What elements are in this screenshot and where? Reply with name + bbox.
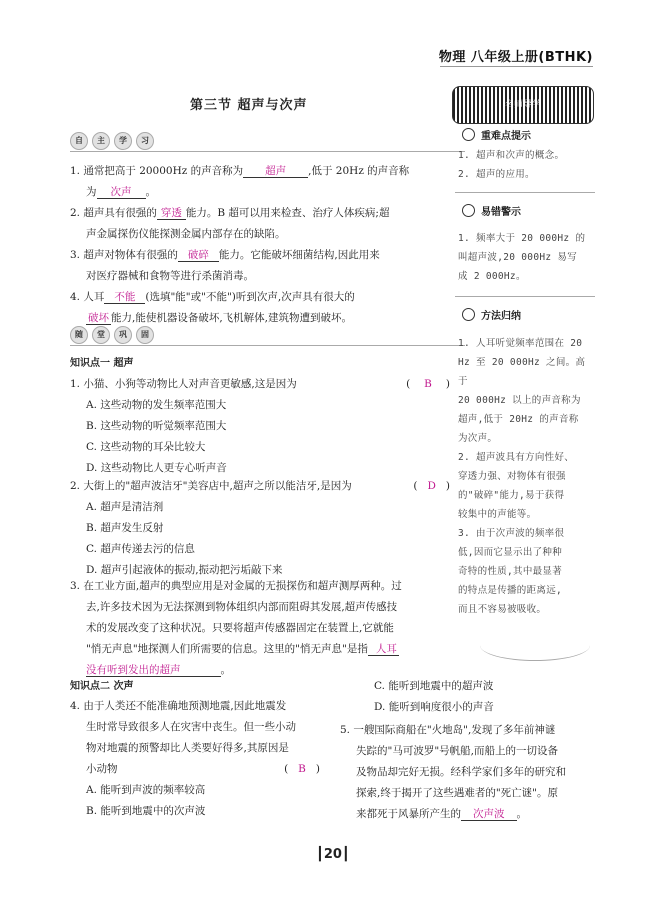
banner-char: 自 [70, 132, 88, 150]
text: 4. 人耳 [70, 291, 105, 303]
side-decoration [480, 630, 590, 661]
question-3 [70, 576, 470, 681]
text-line: 3. 在工业方面,超声的典型应用是对金属的无损探伤和超声测厚两种。过 [70, 580, 402, 592]
banner-rule [70, 151, 465, 152]
heading-text: 易错警示 [481, 207, 521, 218]
answer: 没有听到发出的超声 [86, 664, 221, 677]
text: 为 [86, 186, 97, 198]
text: 3. 超声对物体有很强的 [70, 249, 178, 261]
text: 能力。B 超可以用来检查、治疗人体疾病;超 [185, 207, 390, 219]
banner-rule [70, 345, 465, 346]
banner-char: 习 [136, 132, 154, 150]
text-line: 较集中的声能等。 [458, 509, 537, 520]
clock-icon [462, 204, 475, 217]
banner-char: 固 [136, 326, 154, 344]
text-line: 低,因而它显示出了种种 [458, 547, 563, 558]
question-stem: 1. 小猫、小狗等动物比人对声音更敏感,这是因为 [70, 378, 297, 390]
side-text-methods [458, 334, 593, 619]
option: D. 超声引起液体的振动,振动把污垢敲下来 [86, 564, 283, 576]
page-number-text: 20 [323, 847, 342, 862]
text-line: 小动物 [86, 763, 118, 775]
text-line: 3. 由于次声波的频率很 [458, 528, 565, 539]
side-text-key-points [458, 146, 593, 184]
side-rule [455, 192, 595, 193]
banner-char: 巩 [114, 326, 132, 344]
paren: ( [406, 378, 411, 390]
question-1 [70, 374, 470, 479]
paren: ) [445, 378, 450, 390]
clock-icon [462, 308, 475, 321]
text-line: 来都死于风暴所产生的 [356, 808, 461, 820]
heading-text: 重难点提示 [481, 131, 531, 142]
question-stem: 2. 大街上的"超声波洁牙"美容店中,超声之所以能洁牙,是因为 [70, 480, 352, 492]
clock-icon [462, 128, 475, 141]
text: (选填"能"或"不能")听到次声,次声具有很大的 [145, 291, 355, 303]
text-line: 1. 超声和次声的概念。 [458, 150, 565, 161]
side-text-mistakes [458, 229, 593, 286]
paren: ( [284, 763, 289, 775]
text-line: 2. 超声波具有方向性好、 [458, 452, 575, 463]
self-study-banner [70, 132, 154, 150]
text-line: 及物品却完好无损。经科学家们多年的研究和 [356, 766, 566, 778]
text-line: 术的发展改变了这种状况。只要将超声传感器固定在装置上,它就能 [86, 622, 394, 634]
answer: 超声 [243, 165, 308, 178]
option: D. 这些动物比人更专心听声音 [86, 462, 227, 474]
question-4-options-cont [358, 676, 598, 718]
knowledge-point-1: 知识点一 超声 [70, 358, 134, 369]
text-line: 而且不容易被吸收。 [458, 604, 547, 615]
text-line: 物对地震的预警却比人类要好得多,其原因是 [86, 742, 289, 754]
answer: 次声波 [461, 808, 517, 821]
text: 能力,能使机器设备破坏,飞机解体,建筑物遭到破坏。 [111, 312, 353, 324]
banner-char: 学 [114, 132, 132, 150]
option: C. 超声传递去污的信息 [86, 543, 195, 555]
page-header-title: 物理 八年级上册(BTHK) [438, 50, 593, 65]
text-line: 穿透力强、对物体有很强 [458, 471, 566, 482]
text-line: 为次声。 [458, 433, 498, 444]
option: B. 这些动物的听觉频率范围大 [86, 420, 227, 432]
side-rule [455, 296, 595, 297]
text-line: 1. 频率大于 20 000Hz 的 [458, 233, 586, 244]
question-2 [70, 476, 470, 581]
option: A. 能听到声波的频率较高 [86, 784, 206, 796]
option: C. 这些动物的耳朵比较大 [86, 441, 206, 453]
section-title: 第三节 超声与次声 [190, 98, 308, 113]
text: 。 [516, 808, 527, 820]
text-line: 的"破碎"能力,易于获得 [458, 490, 565, 501]
paren: ( [413, 480, 418, 492]
option: D. 能听到响度很小的声音 [374, 701, 494, 713]
text-line: 去,许多技术因为无法探测到物体组织内部而阻碍其发展,超声传感技 [86, 601, 398, 613]
paren: ) [315, 763, 320, 775]
answer: 次声 [97, 186, 146, 199]
text: 能力。它能破坏细菌结构,因此用来 [218, 249, 380, 261]
text: 。 [220, 664, 231, 676]
question-5 [340, 720, 600, 825]
self-study-q2 [70, 203, 470, 245]
text-line: 叫超声波,20 000Hz 易写 [458, 252, 577, 263]
text-line: 1. 人耳听觉频率范围在 20 [458, 338, 583, 349]
option: B. 能听到地震中的次声波 [86, 805, 206, 817]
answer-choice: B [424, 378, 432, 390]
answer: 破坏 [88, 312, 109, 324]
text: 2. 超声具有很强的 [70, 207, 157, 219]
text: ,低于 20Hz 的声音称 [308, 165, 410, 177]
answer: 人耳 [368, 643, 399, 656]
text: 对医疗器械和食物等进行杀菌消毒。 [86, 270, 254, 282]
text-line: 奇特的性质,其中最显著 [458, 566, 563, 577]
answer-choice: D [427, 480, 436, 492]
side-heading-mistakes [462, 203, 521, 218]
answer: 穿透 [157, 207, 186, 220]
text-line: 2. 超声的应用。 [458, 169, 535, 180]
header-rule [440, 66, 593, 67]
heading-text: 方法归纳 [481, 311, 521, 322]
banner-char: 主 [92, 132, 110, 150]
text-line: 4. 由于人类还不能准确地预测地震,因此地震发 [70, 700, 287, 712]
knowledge-point-2: 知识点二 次声 [70, 681, 134, 692]
text-line: 探索,终于揭开了这些遇难者的"死亡谜"。原 [356, 787, 558, 799]
page-number: ┃20┃ [316, 847, 350, 862]
text-line: 20 000Hz 以上的声音称为 [458, 395, 581, 406]
option: C. 能听到地震中的超声波 [374, 680, 494, 692]
text-line: "悄无声息"地探测人们所需要的信息。这里的"悄无声息"是指 [86, 643, 368, 655]
side-banner-label: 名师导学 [504, 100, 541, 110]
paren: ) [445, 480, 450, 492]
text-line: 成 2 000Hz。 [458, 271, 526, 282]
option: A. 超声是清洁剂 [86, 501, 164, 513]
self-study-q1 [70, 161, 470, 203]
text-line: Hz 至 20 000Hz 之间。高于 [458, 357, 586, 387]
side-heading-key-points [462, 127, 531, 142]
text: 。 [145, 186, 156, 198]
text-line: 5. 一艘国际商船在"火地岛",发现了多年前神谜 [340, 724, 556, 736]
text: 1. 通常把高于 20000Hz 的声音称为 [70, 165, 244, 177]
class-practice-banner [70, 326, 154, 344]
banner-char: 堂 [92, 326, 110, 344]
side-heading-methods [462, 307, 521, 322]
answer-choice: B [298, 763, 306, 775]
self-study-q3 [70, 245, 470, 287]
text-line: 的特点是传播的距离远, [458, 585, 563, 596]
side-banner [452, 86, 594, 124]
option: B. 超声发生反射 [86, 522, 164, 534]
text-line: 失踪的"马可波罗"号帆船,而船上的一切设备 [356, 745, 558, 757]
text-line: 生时常导致很多人在灾害中丧生。但一些小动 [86, 721, 296, 733]
self-study-q4 [70, 287, 470, 329]
text-line: 超声,低于 20Hz 的声音称 [458, 414, 579, 425]
question-4 [70, 696, 330, 822]
answer: 破碎 [178, 249, 219, 262]
option: A. 这些动物的发生频率范围大 [86, 399, 227, 411]
banner-char: 随 [70, 326, 88, 344]
text: 声金属探伤仪能探测金属内部存在的缺陷。 [86, 228, 286, 240]
answer: 不能 [104, 291, 145, 304]
